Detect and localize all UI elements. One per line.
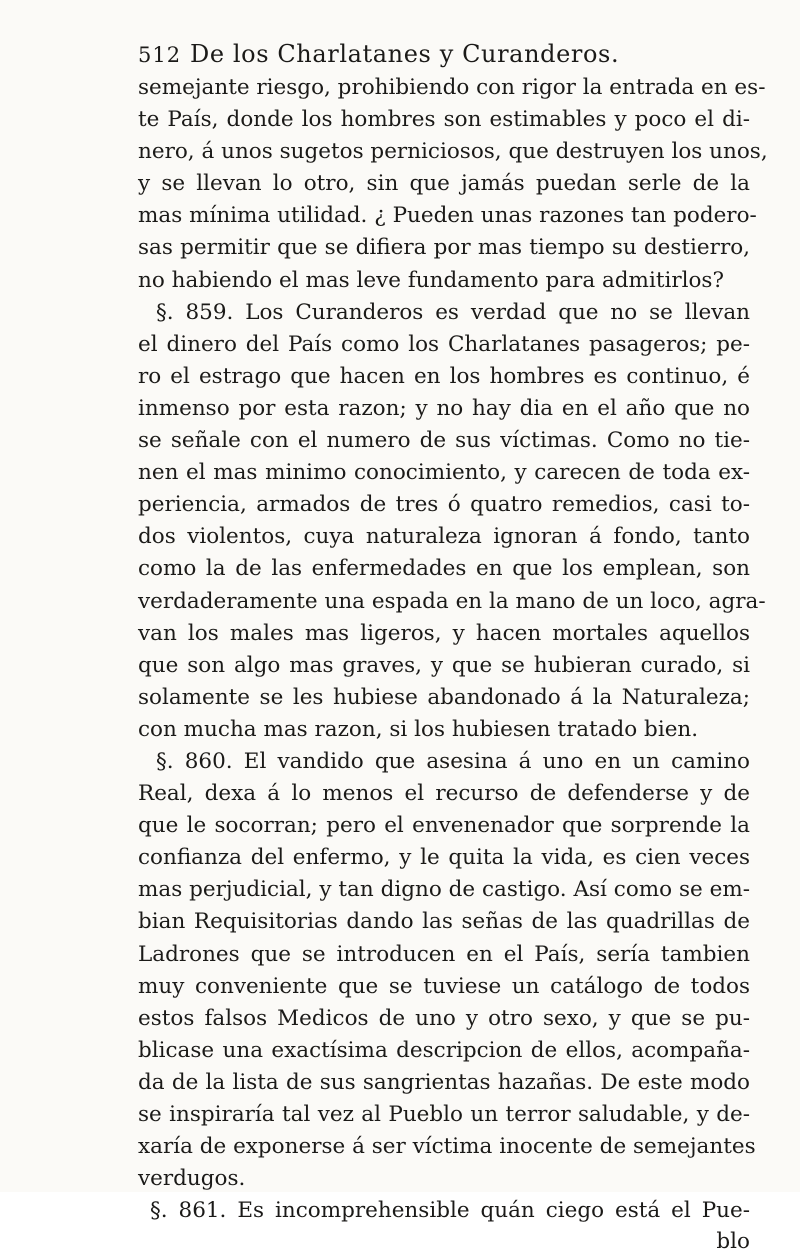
text-line: verdugos. [138, 1166, 246, 1192]
text-line: estos falsos Medicos de uno y otro sexo, y que se pu- [138, 1005, 750, 1031]
text-line: como la de las enfermedades en que los emplean, son [138, 556, 750, 582]
text-line: que le socorran; pero el envenenador que sorprende la [138, 813, 750, 839]
text-line: Ladrones que se introducen en el País, sería tambien [138, 941, 750, 967]
text-line: periencia, armados de tres ó quatro remedios, casi to- [138, 492, 750, 518]
text-line: mas mínima utilidad. ¿ Pueden unas razones tan podero- [138, 203, 757, 229]
text-line: dos violentos, cuya naturaleza ignoran á fondo, tanto [138, 524, 750, 550]
text-line: con mucha mas razon, si los hubiesen tratado bien. [138, 716, 699, 742]
text-line: muy conveniente que se tuviese un catálogo de todos [138, 973, 750, 999]
page-number: 512 [138, 43, 182, 67]
text-line: semejante riesgo, prohibiendo con rigor la entrada en es- [138, 75, 766, 100]
text-line: xaría de exponerse á ser víctima inocente de semejantes [138, 1134, 756, 1160]
running-head [138, 40, 750, 66]
text-line: van los males mas ligeros, y hacen mortales aquellos [138, 620, 750, 646]
text-line: confianza del enfermo, y le quita la vida, es cien veces [138, 845, 750, 871]
paragraph-start-861: §. 861. Es incomprehensible quán ciego está el Pue- [150, 1198, 750, 1224]
text-line: nero, á unos sugetos perniciosos, que destruyen los unos, [138, 139, 768, 165]
text-line: sas permitir que se difiera por mas tiempo su destierro, [138, 235, 750, 261]
text-line: inmenso por esta razon; y no hay dia en el año que no [138, 395, 750, 421]
text-line: y se llevan lo otro, sin que jamás puedan serle de la [138, 171, 750, 197]
text-line: da de la lista de sus sangrientas hazañas. De este modo [138, 1069, 750, 1095]
text-line: blicase una exactísima descripcion de ellos, acompaña- [138, 1037, 750, 1063]
text-line: bian Requisitorias dando las señas de las quadrillas de [138, 909, 750, 935]
text-line: no habiendo el mas leve fundamento para admitirlos? [138, 267, 724, 293]
text-line: ro el estrago que hacen en los hombres es continuo, é [138, 363, 750, 389]
body-text [138, 72, 768, 1227]
text-line: Real, dexa á lo menos el recurso de defenderse y de [138, 781, 750, 807]
text-line: se señale con el numero de sus víctimas. Como no tie- [138, 428, 750, 454]
text-line: nen el mas minimo conocimiento, y carecen de toda ex- [138, 460, 750, 486]
text-line: el dinero del País como los Charlatanes pasageros; pe- [138, 331, 750, 357]
paragraph-start-860: §. 860. El vandido que asesina á uno en un camino [156, 748, 750, 774]
text-line: te País, donde los hombres son estimables y poco el di- [138, 107, 750, 133]
paragraph-start-859: §. 859. Los Curanderos es verdad que no se llevan [156, 299, 750, 325]
text-line: que son algo mas graves, y que se hubieran curado, si [138, 652, 750, 678]
text-line: verdaderamente una espada en la mano de un loco, agra- [138, 588, 766, 614]
running-title: De los Charlatanes y Curanderos. [190, 40, 620, 68]
text-line: se inspiraría tal vez al Pueblo un terror saludable, y de- [138, 1102, 750, 1127]
text-line: solamente se les hubiese abandonado á la Naturaleza; [138, 684, 750, 710]
catchword: blo [716, 1229, 750, 1255]
text-line: mas perjudicial, y tan digno de castigo. Así como se em- [138, 877, 750, 903]
